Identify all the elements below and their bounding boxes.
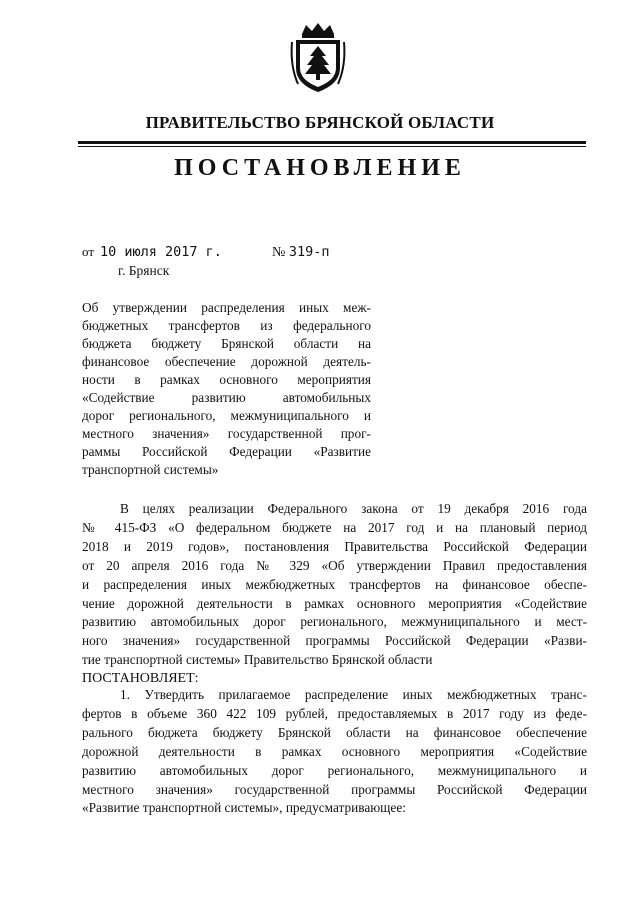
preamble-line: № 415-ФЗ «О федеральном бюджете на 2017 год и на плановый период [82, 519, 587, 535]
document-subject [82, 299, 371, 479]
document-city: г. Брянск [118, 263, 170, 278]
preamble-line: от 20 апреля 2016 года № 329 «Об утверждении Правил предоставления [82, 557, 587, 573]
subject-line: «Содействие развитию автомобильных [82, 390, 371, 405]
document-number: 319-п [288, 244, 330, 260]
subject-line: дорог регионального, межмуниципального и [82, 408, 371, 423]
clause-line: развитию автомобильных дорог регионального, межмуниципального и [82, 762, 587, 778]
clause-line: рального бюджета бюджету Брянской области на финансовое обеспечение [82, 724, 587, 740]
subject-line: бюджета бюджету Брянской области на [82, 336, 371, 351]
date-prefix: от [82, 244, 95, 259]
subject-line: финансовое обеспечение дорожной деятель- [82, 354, 371, 369]
clause-line: местного значения» государственной программы Российской Федерации [82, 781, 587, 797]
organization-title: ПРАВИТЕЛЬСТВО БРЯНСКОЙ ОБЛАСТИ [145, 113, 495, 132]
subject-line: транспортной системы» [82, 462, 219, 477]
preamble-line: тие транспортной системы» Правительство Брянской области [82, 652, 433, 668]
clause-line: 1. Утвердить прилагаемое распределение иных межбюджетных транс- [120, 687, 587, 702]
clause-line: фертов в объеме 360 422 109 рублей, предоставляемых в 2017 году из феде- [82, 705, 587, 721]
decree-word: ПОСТАНОВЛЯЕТ: [82, 671, 199, 687]
coat-of-arms-icon [290, 22, 346, 94]
subject-line: раммы Российской Федерации «Развитие [82, 444, 371, 459]
preamble-line: развитию автомобильных дорог регионального, межмуниципального и мест- [82, 614, 587, 630]
preamble-line: В целях реализации Федерального закона от 19 декабря 2016 года [120, 501, 587, 516]
document-type-title: ПОСТАНОВЛЕНИЕ [174, 155, 466, 181]
preamble-line: ного значения» государственной программы Российской Федерации «Разви- [82, 633, 587, 649]
subject-line: местного значения» государственной прог- [82, 426, 371, 441]
subject-line: бюджетных трансфертов из федерального [82, 318, 371, 333]
date-number-line [82, 244, 330, 261]
subject-line: Об утверждении распределения иных меж- [82, 300, 371, 315]
preamble-line: и распределения иных межбюджетных трансфертов на финансовое обеспе- [82, 576, 587, 592]
subject-line: ности в рамках основного мероприятия [82, 372, 371, 387]
document-date: 10 июля 2017 г. [100, 244, 222, 260]
clause-line: дорожной деятельности в рамках основного мероприятия «Содействие [82, 743, 587, 759]
header-divider-thick [78, 141, 586, 144]
preamble-paragraph [82, 500, 587, 689]
clause-line: «Развитие транспортной системы», предусматривающее: [82, 800, 406, 816]
preamble-line: чение дорожной деятельности в рамках основного мероприятия «Содействие [82, 595, 587, 611]
preamble-line: 2018 и 2019 годов», постановления Правительства Российской Федерации [82, 538, 587, 554]
clause-1-paragraph [82, 686, 587, 818]
header-divider-thin [78, 146, 586, 147]
number-label: № [272, 245, 286, 260]
